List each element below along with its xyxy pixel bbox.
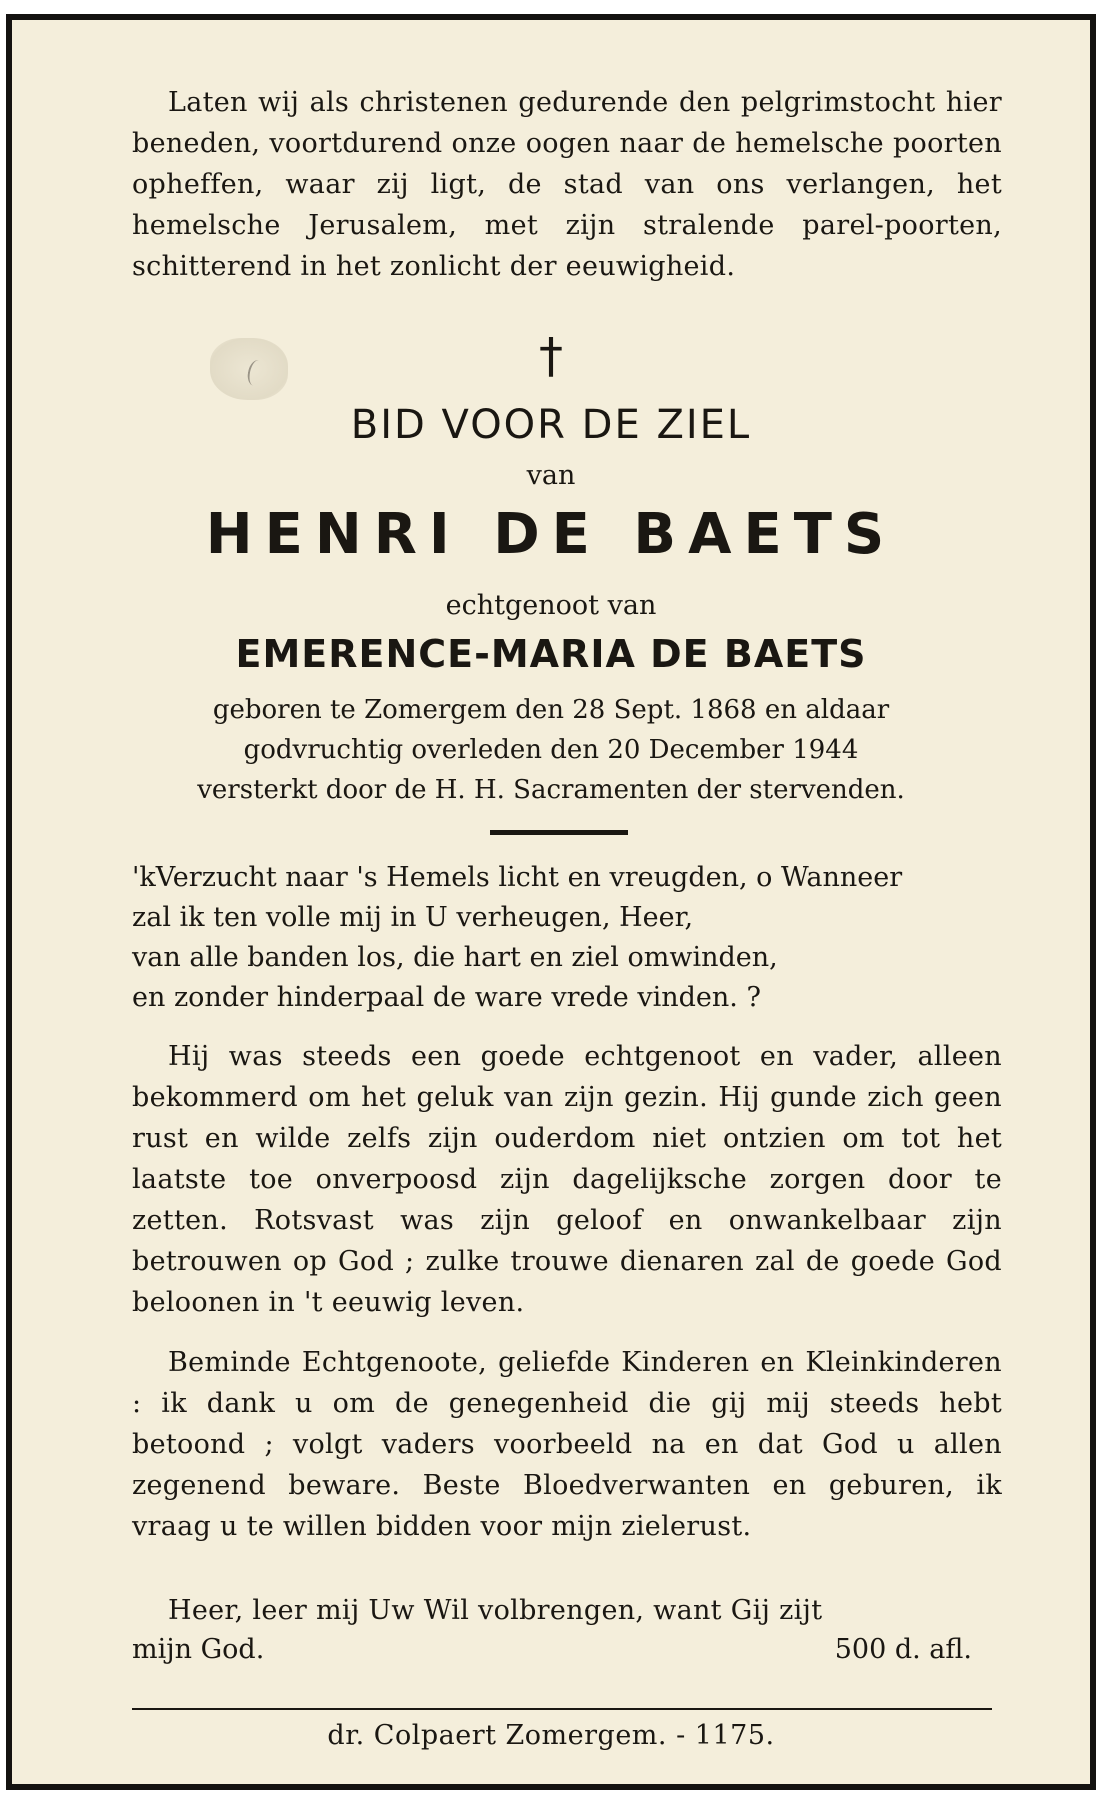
- poem: [132, 858, 1002, 1018]
- relation-label: echtgenoot van: [445, 590, 657, 621]
- memorial-card: [6, 14, 1096, 1790]
- printer-credit: dr. Colpaert Zomergem. - 1175.: [327, 1720, 775, 1751]
- prayer-end: mijn God.: [132, 1634, 265, 1665]
- spouse-name: EMERENCE-MARIA DE BAETS: [235, 632, 867, 676]
- poem-line: van alle banden los, die hart en ziel omwinden,: [132, 942, 778, 973]
- cross-icon: †: [539, 328, 563, 384]
- birth-line: geboren te Zomergem den 28 Sept. 1868 en aldaar: [212, 695, 890, 725]
- opening-paragraph: Laten wij als christenen gedurende den pelgrimstocht hier beneden, voortdurend onze oogen naar de hemelsche poorten opheffen, waar zij ligt, de stad van ons verlangen, het hemelsche Jerusalem, met zijn stralende parel-poorten, schitterend in het zonlicht der eeuwigheid.: [132, 87, 1002, 282]
- farewell-paragraph: Beminde Echtgenoote, geliefde Kinderen en Kleinkinderen : ik dank u om de genegenheid die gij mij steeds hebt betoond ; volgt vaders voorbeeld na en dat God u allen zegenend beware. Beste Bloedverwanten en geburen, ik vraag u te willen bidden voor mijn zielerust.: [132, 1347, 1002, 1542]
- heading: BID VOOR DE ZIEL: [350, 402, 752, 448]
- sacrament-line: versterkt door de H. H. Sacramenten der stervenden.: [197, 775, 905, 805]
- poem-line: zal ik ten volle mij in U verheugen, Heer,: [132, 902, 694, 933]
- poem-line: en zonder hinderpaal de ware vrede vinden. ?: [132, 982, 761, 1013]
- bottom-rule: [132, 1708, 992, 1710]
- divider: [490, 830, 628, 835]
- life-dates: [12, 690, 1090, 810]
- van-label: van: [526, 460, 576, 491]
- poem-line: 'kVerzucht naar 's Hemels licht en vreugden, o Wanneer: [132, 862, 903, 893]
- tribute-paragraph: Hij was steeds een goede echtgenoot en vader, alleen bekommerd om het geluk van zijn gezin. Hij gunde zich geen rust en wilde zelfs zijn ouderdom niet ontzien om tot het laatste toe onverpoosd zijn dagelijksche zorgen door te zetten. Rotsvast was zijn geloof en onwankelbaar zijn betrouwen op God ; zulke trouwe dienaren zal de goede God beloonen in 't eeuwig leven.: [132, 1041, 1002, 1318]
- death-line: godvruchtig overleden den 20 December 1944: [243, 735, 859, 765]
- deceased-name: HENRI DE BAETS: [205, 502, 897, 567]
- prayer-paragraph: Heer, leer mij Uw Wil volbrengen, want Gij zijt: [168, 1595, 823, 1626]
- indulgence: 500 d. afl.: [834, 1634, 972, 1665]
